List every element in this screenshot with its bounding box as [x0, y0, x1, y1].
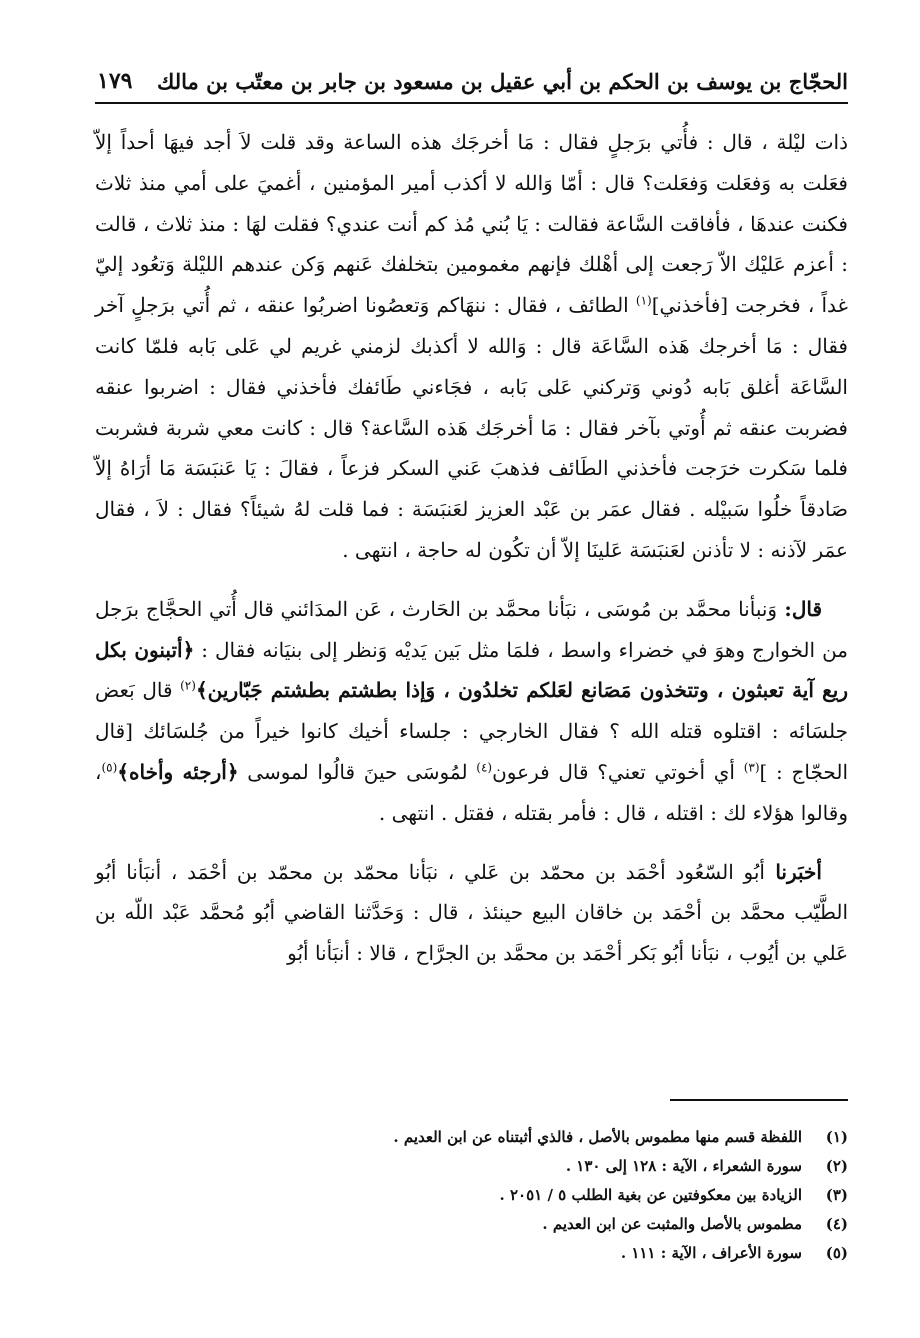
running-header [95, 58, 848, 104]
quran-quote-2: ﴿أرجئه وأخاه﴾ [117, 759, 239, 784]
footnote-number: (٥) [825, 1244, 848, 1262]
footnotes [95, 1123, 848, 1268]
paragraph-2-text-a: وَنبأنا محمَّد بن مُوسَى ، نبَأنا محمَّد بن الحَارث ، عَن المدَائني قال أُتي الحجَّاج برَجل من الخوارج وهوَ في خضراء واسط ، فلمَا مثل بَين يَديْه وَنظر إلى بنيَانه فقال : [95, 596, 849, 662]
paragraph-3-text: أبُو السّعُود أحْمَد بن محمّد بن عَلي ، نبَأنا محمّد بن محمّد بن أحْمَد ، أنبَأنا أبُو الطَّيّب محمَّد بن أحْمَد بن خاقان البيع حينئذ ، قال : وَحَدَّثنا القاضي أبُو مُحمَّد عَبْد اللّه بن عَلي بن أيُوب ، نبَأنا أبُو بَكر أحْمَد بن محمَّد بن الجرَّاح ، قالا : أنبَأنا أبُو [95, 859, 848, 966]
footnote-3 [95, 1181, 848, 1210]
footnote-text: مطموس بالأصل والمثبت عن ابن العديم . [542, 1215, 802, 1233]
footnote-number: (٢) [825, 1157, 848, 1175]
footnote-ref-2: (٢) [180, 678, 196, 693]
footnote-4 [95, 1210, 848, 1239]
paragraph-2 [95, 589, 848, 834]
paragraph-1-text: ذات ليْلة ، قال : فأُتي برَجلٍ فقال : مَا أخرجَك هذه الساعة وقد قلت لاَ أجد فيهَا أحداً إلاّ فعَلت به وَفعَلت وَفعَلت؟ قال : أمّا وَالله لا أكذب أمير المؤمنين ، أغميَ على أمي منذ ثلاث فكنت عندهَا ، فأفاقت السَّاعة فقالت : يَا بُني مُذ كم أنت عندي؟ فقلت لهَا : منذ ثلاث ، قالت : أعزم عَليْك الاّ رَجعت إلى أهْلك فإنهم مغمومين بتخلفك عَنهم وَكن عندهم الليْلة وَتعُود إليّ غداً ، فخرجت [فأخذني] [95, 130, 849, 318]
footnote-1 [95, 1123, 848, 1152]
paragraph-2-text-d: لمُوسَى حينَ قالُوا لموسى [238, 759, 477, 784]
footnote-ref-5: (٥) [101, 760, 118, 775]
footnote-2 [95, 1152, 848, 1181]
paragraph-1 [95, 122, 848, 571]
page-number: ١٧٩ [97, 68, 133, 94]
footnote-ref-1: (١) [635, 293, 652, 308]
paragraph-2-text-b: قال بَعض جلسَائه : اقتلوه قتله الله ؟ فقال الخارجي : جلساء أخيك كانوا خيراً من جُلسَائك [قال الحجّاج : ] [95, 678, 848, 784]
paragraph-2-text-e: ، وقالوا هؤلاء لك : اقتله ، قال : فأمر بقتله ، فقتل . انتهى . [95, 759, 848, 825]
footnote-number: (١) [825, 1128, 848, 1146]
footnote-number: (٣) [825, 1186, 848, 1204]
footnote-number: (٤) [825, 1215, 848, 1233]
footnote-ref-3: (٣) [743, 760, 760, 775]
header-title: الحجّاج بن يوسف بن الحكم بن أبي عقيل بن مسعود بن جابر بن معتّب بن مالك [157, 69, 848, 94]
main-text [95, 122, 848, 974]
paragraph-3-lead: أخبَرنا [764, 859, 822, 884]
footnote-text: الزيادة بين معكوفتين عن بغية الطلب ٥ / ٢٠٥١ . [499, 1186, 802, 1204]
footnote-5 [95, 1239, 848, 1268]
footnote-divider [670, 1099, 848, 1101]
quran-quote-1: ﴿أتبنون بكل ريع آية تعبثون ، وتتخذون مَصَانع لعَلكم تخلدُون ، وَإذا بطشتم بطشتم جَبّارين﴾ [95, 637, 848, 703]
paragraph-2-text-c: أي أخوتي تعني؟ قال فرعون [492, 759, 744, 784]
footnote-text: اللفظة قسم منها مطموس بالأصل ، فالذي أثبتناه عن ابن العديم . [393, 1128, 802, 1146]
footnote-text: سورة الأعراف ، الآية : ١١١ . [620, 1244, 802, 1262]
paragraph-1-text-cont: الطائف ، فقال : ننهَاكم وَتعصُونا اضربُوا عنقه ، ثم أُتي برَجلٍ آخر فقال : مَا أخرجك هَذه السَّاعَة قال : وَالله لا أكذبك لزمني غريم لي عَلى بَابه فلمّا كانت السَّاعَة أغلق بَابه دُوني وَتركني عَلى بَابه ، فجَاءني طَائفك فأخذني فقال : اضربوا عنقه فضربت عنقه ثم أُوتي بآخر فقال : مَا أخرجَك هَذه السَّاعة؟ قال : كانت معي شربة فشربت فلما سَكرت خرَجت فأخذني الطَائف فذهبَ عَني السكر فزعاً ، فقالَ : يَا عَنبَسَة مَا أرَاهُ إلاّ صَادقاً خلُوا سَبيْله . فقال عمَر بن عَبْد العزيز لعَنبَسَة : فما قلت لهُ شيئاً؟ فقال : لاَ ، فقال عمَر لآذنه : لا تأذنن لعَنبَسَة عَلينَا إلاّ أن تكُون له حاجة ، انتهى . [95, 293, 848, 562]
paragraph-3 [95, 852, 848, 974]
footnote-ref-4: (٤) [476, 760, 493, 775]
footnote-text: سورة الشعراء ، الآية : ١٢٨ إلى ١٣٠ . [565, 1157, 802, 1175]
paragraph-2-lead: قال: [777, 596, 822, 621]
